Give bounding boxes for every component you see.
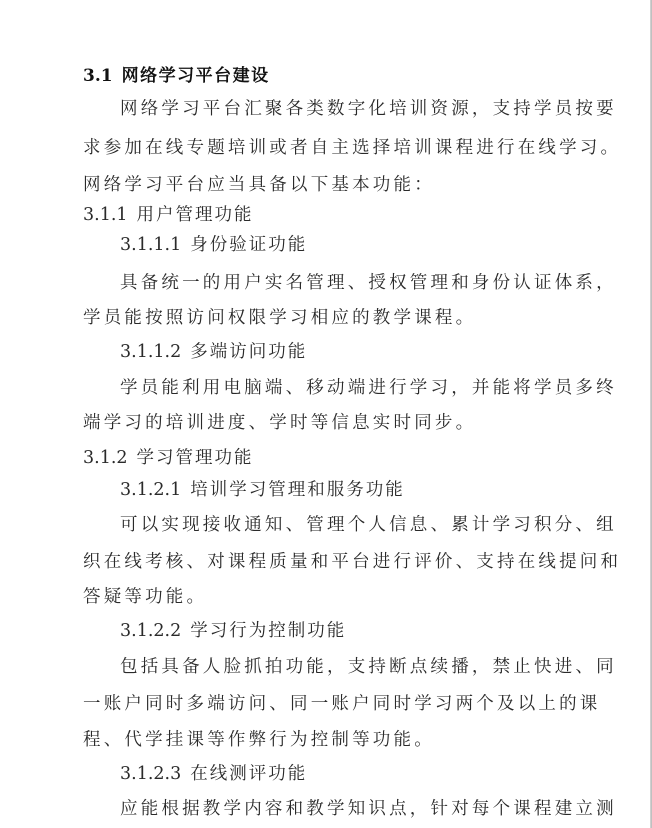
paragraph-line: 可以实现接收通知、管理个人信息、累计学习积分、组 — [120, 515, 617, 535]
item-title: 身份验证功能 — [190, 235, 308, 255]
item-heading — [120, 233, 307, 257]
section-heading — [83, 64, 270, 88]
subsection-heading — [83, 203, 254, 227]
paragraph-line: 网络学习平台应当具备以下基本功能： — [83, 175, 435, 195]
paragraph-line: 一账户同时多端访问、同一账户同时学习两个及以上的课 — [83, 694, 601, 714]
item-title: 在线测评功能 — [190, 764, 308, 784]
item-number: 3.1.2.1 — [120, 480, 182, 500]
item-heading — [120, 478, 405, 502]
item-title: 多端访问功能 — [190, 342, 308, 362]
section-number: 3.1 — [83, 66, 113, 86]
paragraph-line: 学员能利用电脑端、移动端进行学习，并能将学员多终 — [120, 378, 617, 398]
item-title: 培训学习管理和服务功能 — [190, 480, 405, 500]
item-number: 3.1.2.3 — [120, 764, 182, 784]
paragraph-line: 网络学习平台汇聚各类数字化培训资源，支持学员按要 — [120, 99, 617, 119]
paragraph-line: 端学习的培训进度、学时等信息实时同步。 — [83, 413, 477, 433]
paragraph-line: 答疑等功能。 — [83, 587, 208, 607]
subsection-number: 3.1.1 — [83, 205, 128, 225]
section-title: 网络学习平台建设 — [121, 66, 270, 86]
item-heading — [120, 340, 307, 364]
subsection-number: 3.1.2 — [83, 448, 128, 468]
subsection-heading — [83, 446, 254, 470]
subsection-title: 用户管理功能 — [136, 205, 254, 225]
paragraph-line: 程、代学挂课等作弊行为控制等功能。 — [83, 730, 435, 750]
subsection-title: 学习管理功能 — [136, 448, 254, 468]
paragraph-line: 包括具备人脸抓拍功能，支持断点续播，禁止快进、同 — [120, 657, 617, 677]
item-number: 3.1.1.2 — [120, 342, 182, 362]
item-heading — [120, 762, 307, 786]
item-heading — [120, 619, 346, 643]
paragraph-line: 学员能按照访问权限学习相应的教学课程。 — [83, 308, 477, 328]
paragraph-line: 具备统一的用户实名管理、授权管理和身份认证体系， — [120, 273, 617, 293]
paragraph-line: 织在线考核、对课程质量和平台进行评价、支持在线提问和 — [83, 552, 622, 572]
paragraph-line: 应能根据教学内容和教学知识点，针对每个课程建立测 — [120, 799, 617, 819]
item-number: 3.1.2.2 — [120, 621, 182, 641]
item-number: 3.1.1.1 — [120, 235, 182, 255]
paragraph-line: 求参加在线专题培训或者自主选择培训课程进行在线学习。 — [83, 138, 622, 158]
item-title: 学习行为控制功能 — [190, 621, 347, 641]
